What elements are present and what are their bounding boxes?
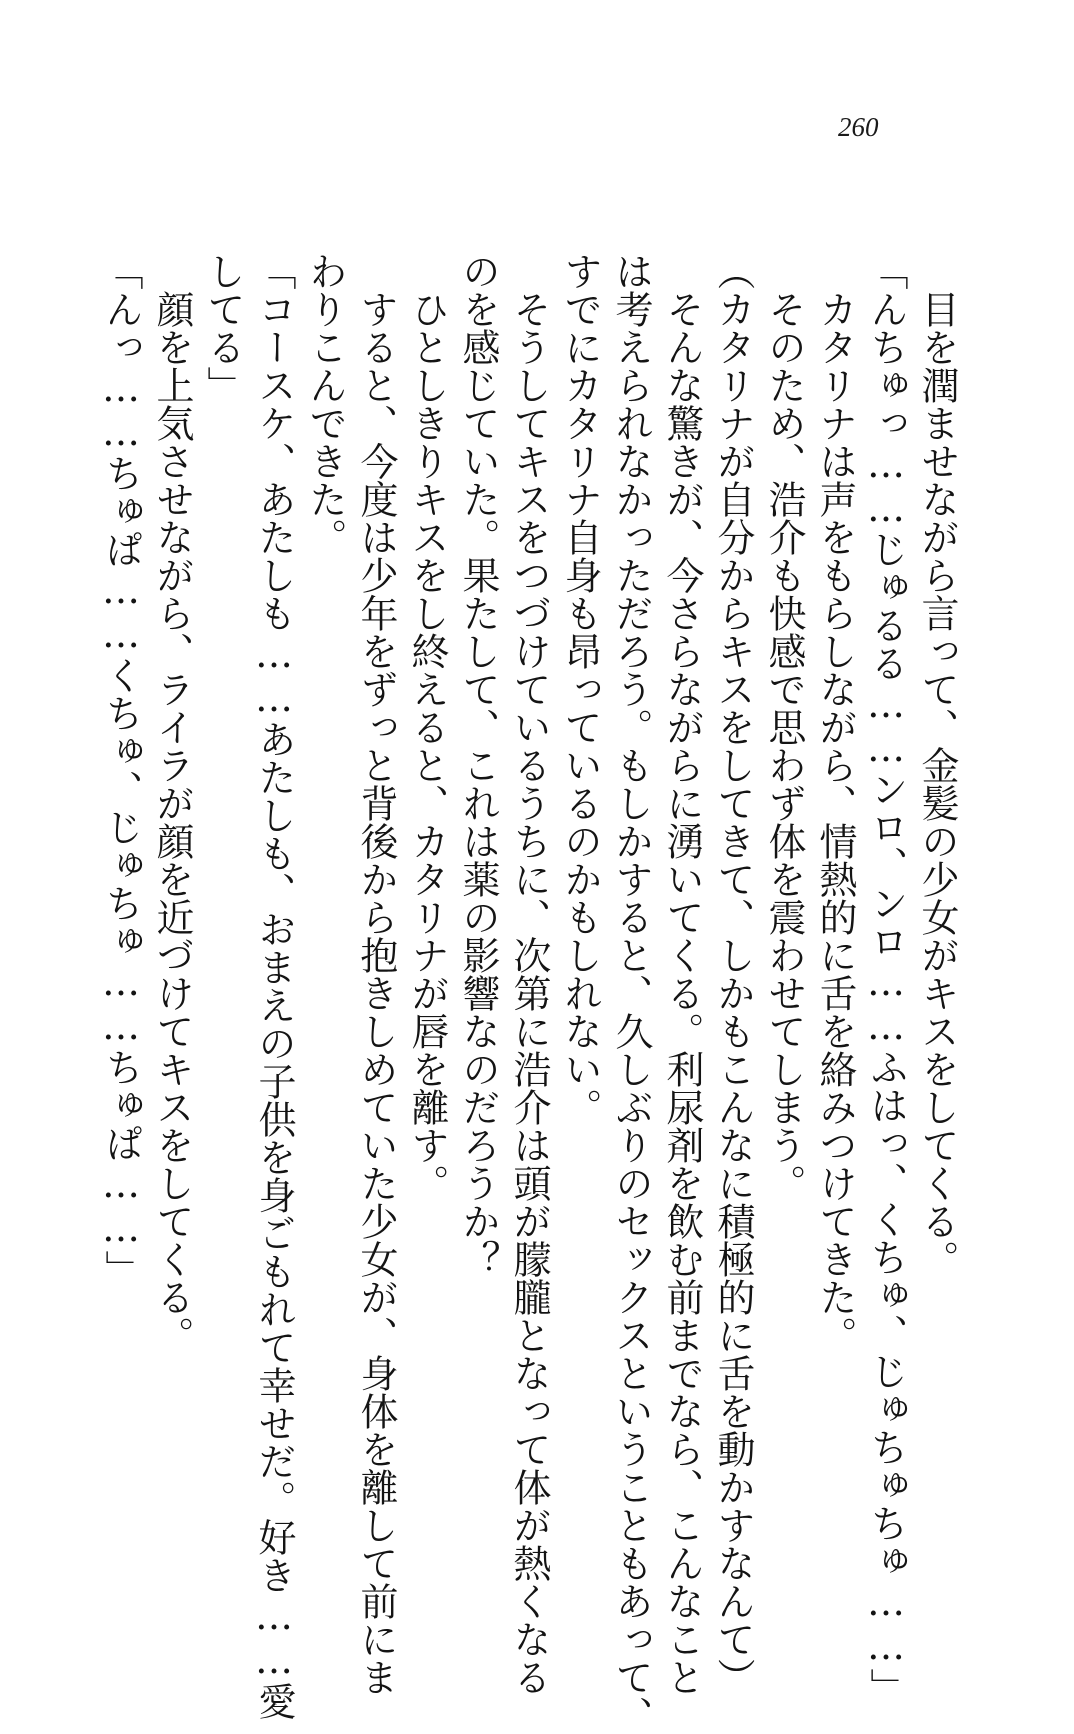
text-line: そんな驚きが、今さらながらに湧いてくる。利尿剤を飲む前までなら、こんなこと bbox=[660, 252, 704, 1696]
text-line: すると、今度は少年をずっと背後から抱きしめていた少女が、身体を離して前にま bbox=[354, 252, 398, 1696]
text-line: （カタリナが自分からキスをしてきて、しかもこんなに積極的に舌を動かすなんて） bbox=[711, 252, 755, 1696]
text-line: 「んちゅっ……じゅるる……ンロ、ンロ……ふはっ、くちゅ、じゅちゅちゅ……」 bbox=[864, 252, 908, 1706]
text-line: ひとしきりキスをし終えると、カタリナが唇を離す。 bbox=[405, 252, 449, 1202]
text-line: カタリナは声をもらしながら、情熱的に舌を絡みつけてきた。 bbox=[813, 252, 857, 1354]
vertical-text-block bbox=[95, 252, 962, 1734]
text-line: そうしてキスをつづけているうちに、次第に浩介は頭が朦朧となって体が熱くなる bbox=[507, 252, 551, 1696]
text-line: すでにカタリナ自身も昂っているのかもしれない。 bbox=[558, 252, 602, 1126]
text-line: 「んっ……ちゅぱ……くちゅ、じゅちゅ……ちゅぱ……」 bbox=[99, 252, 143, 1288]
page-number: 260 bbox=[838, 112, 879, 142]
text-line: 顔を上気させながら、ライラが顔を近づけてキスをしてくる。 bbox=[150, 252, 194, 1354]
text-line: そのため、浩介も快感で思わず体を震わせてしまう。 bbox=[762, 252, 806, 1202]
text-line: 目を潤ませながら言って、金髪の少女がキスをしてくる。 bbox=[915, 252, 959, 1278]
text-line: 「コースケ、あたしも……あたしも、おまえの子供を身ごもれて幸せだ。好き……愛 bbox=[252, 252, 296, 1720]
text-line: は考えられなかっただろう。もしかすると、久しぶりのセックスということもあって、 bbox=[609, 252, 653, 1734]
text-line: してる」 bbox=[201, 252, 245, 404]
text-line: のを感じていた。果たして、これは薬の影響なのだろうか？ bbox=[456, 252, 500, 1278]
text-line: わりこんできた。 bbox=[303, 252, 347, 556]
